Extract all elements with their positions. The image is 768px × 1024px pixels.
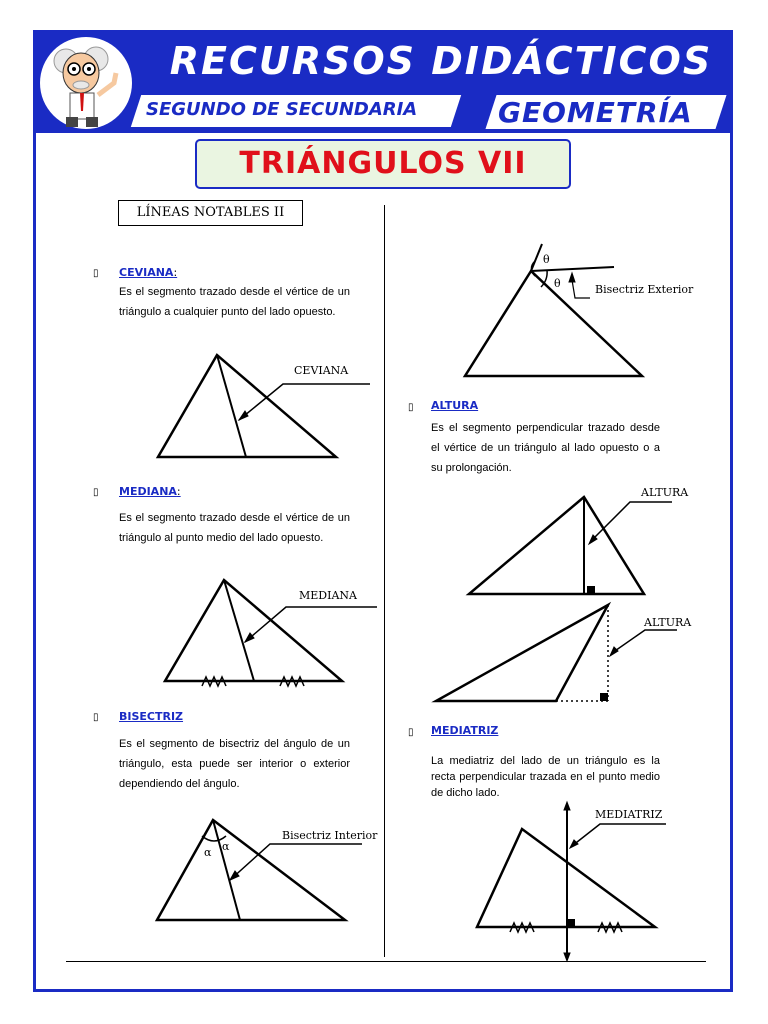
term-mediana: MEDIANA: <box>119 485 181 498</box>
altura-label-1: ALTURA <box>641 486 689 499</box>
bullet-icon: ▯ <box>93 268 99 279</box>
altura-definition: Es el segmento perpendicular trazado desde el vértice de un triángulo al lado opuesto o a su prolongación. <box>431 422 660 474</box>
page-title: TRIÁNGULOS VII <box>195 139 571 189</box>
bisectriz-interior-label: Bisectriz Interior <box>282 829 378 842</box>
ceviana-figure <box>158 355 370 457</box>
mediana-definition: Es el segmento trazado desde el vértice de un triángulo al punto medio del lado opuesto. <box>119 512 350 544</box>
subject-name: GEOMETRÍA <box>498 96 693 129</box>
altura-figure-2 <box>436 605 677 701</box>
mediana-label: MEDIANA <box>299 589 357 602</box>
term-ceviana: CEVIANA: <box>119 266 178 279</box>
mediatriz-definition: La mediatriz del lado de un triángulo es la recta perpendicular trazada en el punto medio de dicho lado. <box>431 755 660 799</box>
mediana-figure <box>165 580 377 686</box>
mediatriz-figure <box>477 802 666 961</box>
brand-title: RECURSOS DIDÁCTICOS <box>169 39 713 83</box>
term-mediatriz: MEDIATRIZ <box>431 724 499 737</box>
ceviana-label: CEVIANA <box>294 364 349 377</box>
bisectriz-exterior-figure <box>465 244 642 376</box>
ceviana-definition: Es el segmento trazado desde el vértice de un triángulo a cualquier punto del lado opuesto. <box>119 286 350 318</box>
mediatriz-label: MEDIATRIZ <box>595 808 663 821</box>
term-bisectriz: BISECTRIZ <box>119 710 184 723</box>
alpha-symbol-left: α <box>204 846 212 859</box>
theta-symbol-bottom: θ <box>554 277 561 290</box>
bullet-icon: ▯ <box>408 727 414 738</box>
section-heading: LÍNEAS NOTABLES II <box>118 200 303 226</box>
bisectriz-interior-figure <box>157 820 362 920</box>
bullet-icon: ▯ <box>93 712 99 723</box>
bisectriz-exterior-label: Bisectriz Exterior <box>595 283 694 296</box>
bullet-icon: ▯ <box>408 402 414 413</box>
altura-label-2: ALTURA <box>644 616 692 629</box>
theta-symbol-top: θ <box>543 253 550 266</box>
term-altura: ALTURA <box>431 399 479 412</box>
bullet-icon: ▯ <box>93 487 99 498</box>
alpha-symbol-right: α <box>222 840 230 853</box>
grade-level: SEGUNDO DE SECUNDARIA <box>146 99 418 120</box>
altura-figure-1 <box>469 497 672 594</box>
bisectriz-definition: Es el segmento de bisectriz del ángulo de un triángulo, esta puede ser interior o exterior dependiendo del ángulo. <box>119 738 350 790</box>
